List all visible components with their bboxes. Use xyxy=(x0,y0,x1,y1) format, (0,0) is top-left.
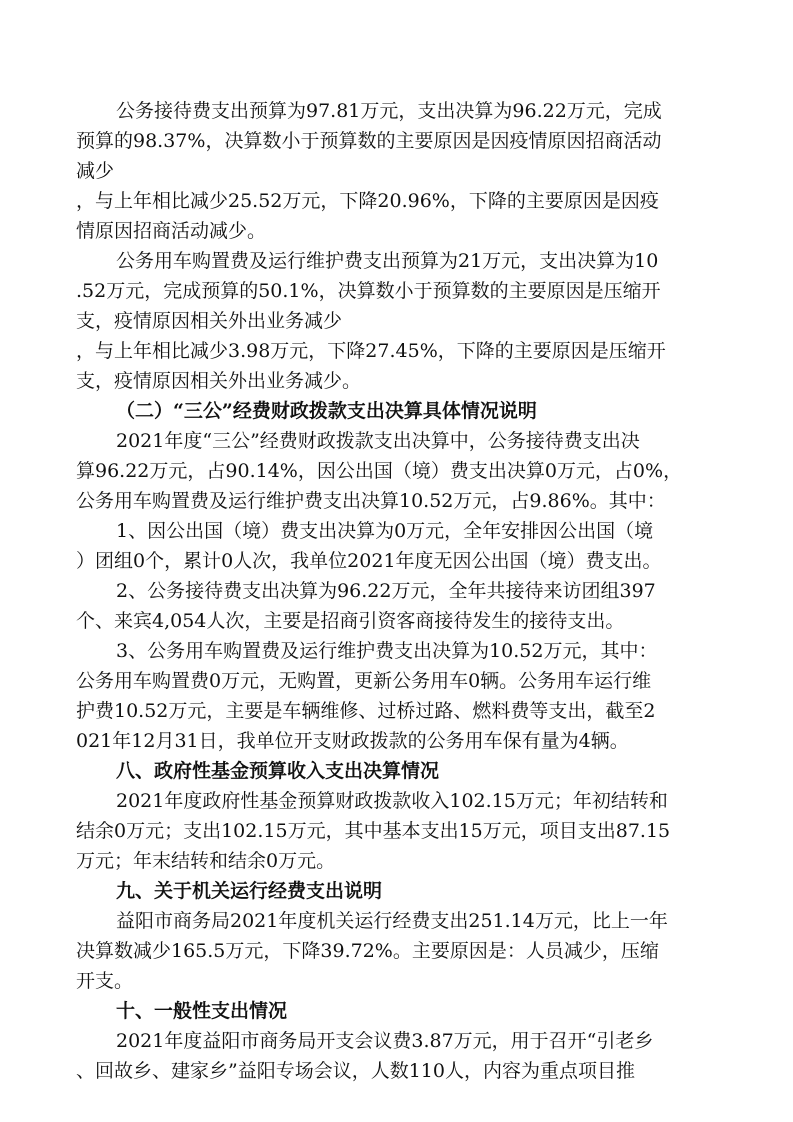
text-line: 情原因招商活动减少。 xyxy=(76,220,267,242)
text-line: 支，疫情原因相关外出业务减少。 xyxy=(76,370,362,392)
text-line: 开支。 xyxy=(76,970,134,992)
text-line: .52万元，完成预算的50.1%，决算数小于预算数的主要原因是压缩开 xyxy=(76,280,661,302)
text-line: 1、因公出国（境）费支出决算为0万元，全年安排因公出国（境 xyxy=(116,520,654,542)
text-line: 个、来宾4,054人次，主要是招商引资客商接待发生的接待支出。 xyxy=(76,610,625,632)
text-line: 公务用车购置费及运行维护费支出预算为21万元，支出决算为10 xyxy=(116,250,659,272)
text-line: 益阳市商务局2021年度机关运行经费支出251.14万元，比上一年 xyxy=(116,910,668,932)
text-line: 支，疫情原因相关外出业务减少 xyxy=(76,310,343,332)
text-line: 公务用车购置费及运行维护费支出决算10.52万元，占9.86%。其中： xyxy=(76,490,666,512)
text-line: 减少 xyxy=(76,160,115,182)
text-line: 、回故乡、建家乡”益阳专场会议，人数110人，内容为重点项目推 xyxy=(76,1060,635,1082)
text-line: ，与上年相比减少3.98万元，下降27.45%，下降的主要原因是压缩开 xyxy=(76,340,666,362)
text-line: 公务用车购置费0万元，无购置，更新公务用车0辆。公务用车运行维 xyxy=(76,670,652,692)
text-line: 结余0万元；支出102.15万元，其中基本支出15万元，项目支出87.15 xyxy=(76,820,671,842)
text-line: 公务接待费支出预算为97.81万元，支出决算为96.22万元，完成 xyxy=(116,100,662,122)
text-line: 万元；年末结转和结余0万元。 xyxy=(76,850,336,872)
text-line: 3、公务用车购置费及运行维护费支出决算为10.52万元，其中： xyxy=(116,640,658,662)
document-body xyxy=(76,96,726,1086)
text-line: 2021年度政府性基金预算财政拨款收入102.15万元；年初结转和 xyxy=(116,790,668,812)
text-line: 算96.22万元，占90.14%，因公出国（境）费支出决算0万元，占0%， xyxy=(76,460,683,482)
text-line: 护费10.52万元，主要是车辆维修、过桥过路、燃料费等支出，截至2 xyxy=(76,700,656,722)
text-line: 021年12月31日，我单位开支财政拨款的公务用车保有量为4辆。 xyxy=(76,730,629,752)
section-heading: （二）“三公”经费财政拨款支出决算具体情况说明 xyxy=(116,400,537,422)
text-line: ，与上年相比减少25.52万元，下降20.96%，下降的主要原因是因疫 xyxy=(76,190,659,212)
text-line: 2021年度“三公”经费财政拨款支出决算中，公务接待费支出决 xyxy=(116,430,640,452)
section-heading: 九、关于机关运行经费支出说明 xyxy=(116,880,383,902)
text-line: 2021年度益阳市商务局开支会议费3.87万元，用于召开“引老乡 xyxy=(116,1030,654,1052)
text-line: 预算的98.37%，决算数小于预算数的主要原因是因疫情原因招商活动 xyxy=(76,130,662,152)
text-line: 决算数减少165.5万元，下降39.72%。主要原因是：人员减少，压缩 xyxy=(76,940,659,962)
text-line: ）团组0个，累计0人次，我单位2021年度无因公出国（境）费支出。 xyxy=(76,550,662,572)
section-heading: 十、一般性支出情况 xyxy=(116,1000,288,1022)
section-heading: 八、政府性基金预算收入支出决算情况 xyxy=(116,760,440,782)
text-line: 2、公务接待费支出决算为96.22万元，全年共接待来访团组397 xyxy=(116,580,656,602)
